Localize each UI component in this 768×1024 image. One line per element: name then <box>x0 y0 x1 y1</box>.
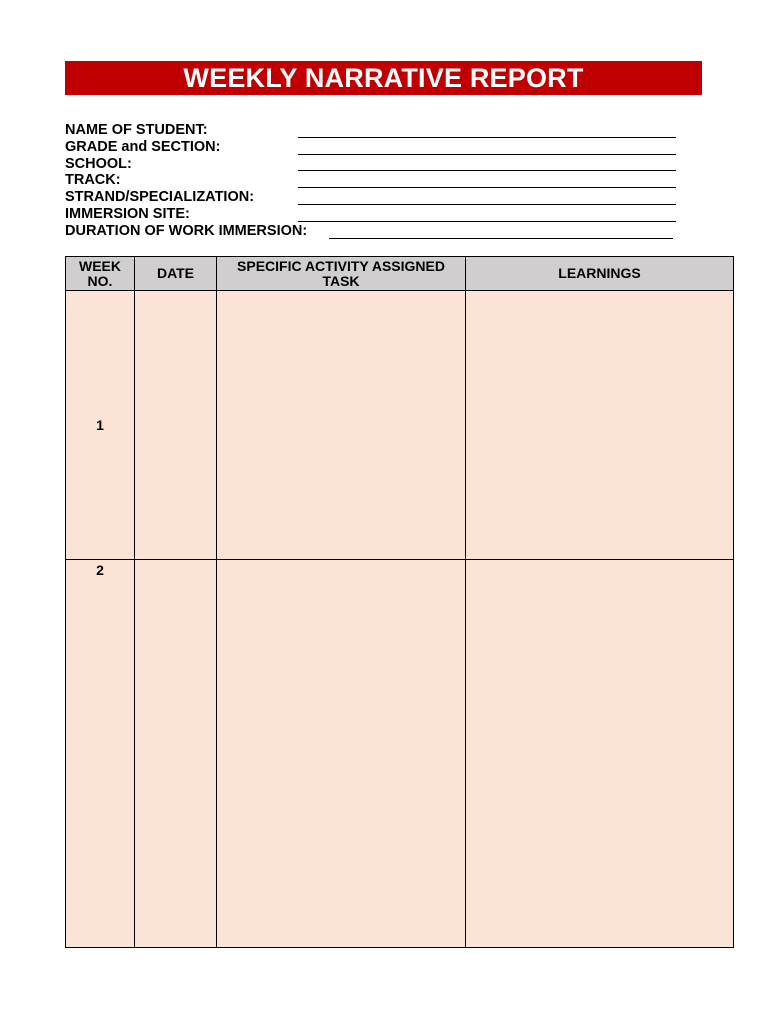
field-school <box>65 156 685 173</box>
table-row <box>66 291 734 560</box>
blank-line[interactable] <box>298 137 676 138</box>
field-track <box>65 172 685 189</box>
activity-cell[interactable] <box>217 560 466 948</box>
table-header-row <box>66 257 734 291</box>
field-label: SCHOOL: <box>65 155 132 172</box>
field-name-of-student <box>65 122 685 139</box>
header-date: DATE <box>135 257 217 291</box>
blank-line[interactable] <box>298 221 676 222</box>
field-immersion-site <box>65 206 685 223</box>
field-strand-specialization <box>65 189 685 206</box>
learnings-cell[interactable] <box>466 560 734 948</box>
field-label: NAME OF STUDENT: <box>65 122 208 138</box>
date-cell[interactable] <box>135 560 217 948</box>
table-row <box>66 560 734 948</box>
header-activity: SPECIFIC ACTIVITY ASSIGNED TASK <box>217 257 466 291</box>
blank-line[interactable] <box>298 154 676 155</box>
activity-cell[interactable] <box>217 291 466 560</box>
report-title: WEEKLY NARRATIVE REPORT <box>65 61 702 95</box>
blank-line[interactable] <box>329 238 673 239</box>
header-learnings: LEARNINGS <box>466 257 734 291</box>
header-week-no: WEEK NO. <box>66 257 135 291</box>
date-cell[interactable] <box>135 291 217 560</box>
weekly-report-table <box>65 256 734 948</box>
field-label: IMMERSION SITE: <box>65 205 190 222</box>
field-label: STRAND/SPECIALIZATION: <box>65 189 255 206</box>
field-label: GRADE and SECTION: <box>65 138 221 155</box>
field-duration-work-immersion <box>65 223 685 240</box>
blank-line[interactable] <box>298 204 676 205</box>
week-number-cell: 2 <box>66 560 135 948</box>
learnings-cell[interactable] <box>466 291 734 560</box>
week-number-cell: 1 <box>66 291 135 560</box>
field-grade-section <box>65 139 685 156</box>
blank-line[interactable] <box>298 187 676 188</box>
student-info-section <box>65 122 685 240</box>
field-label: DURATION OF WORK IMMERSION: <box>65 222 308 239</box>
field-label: TRACK: <box>65 172 121 189</box>
blank-line[interactable] <box>298 170 676 171</box>
